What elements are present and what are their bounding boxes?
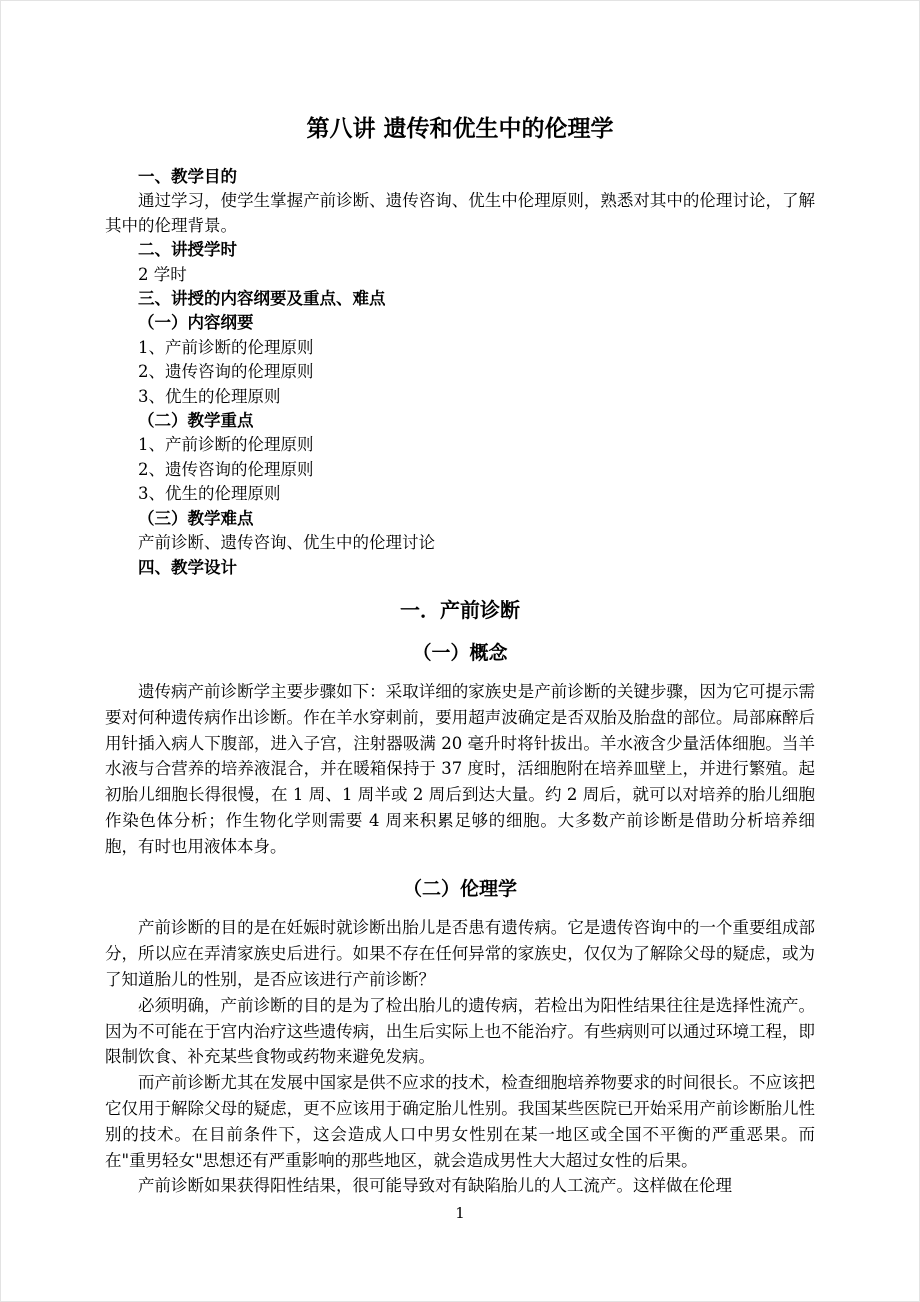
outline-list-a-item-3: 3、优生的伦理原则 (138, 386, 281, 406)
outline-subheading-content: （一）内容纲要 (138, 313, 254, 333)
paragraph-ethics-2: 必须明确，产前诊断的目的是为了检出胎儿的遗传病，若检出为阳性结果往往是选择性流产。因为不可能在于宫内治疗这些遗传病，出生后实际上也不能治疗。有些病则可以通过环境工程，即限制饮食、补充某些食物或药物来避免发病。 (105, 995, 815, 1067)
outline-list-a-item-1: 1、产前诊断的伦理原则 (138, 337, 314, 357)
paragraph-ethics-1: 产前诊断的目的是在妊娠时就诊断出胎儿是否患有遗传病。它是遗传咨询中的一个重要组成部分，所以应在弄清家族史后进行。如果不存在任何异常的家族史，仅仅为了解除父母的疑虑，或为了知道胎儿的性别，是否应该进行产前诊断？ (105, 918, 815, 990)
outline-text-hours: 2 学时 (138, 264, 187, 284)
outline-subheading-key-points: （二）教学重点 (138, 411, 254, 431)
outline-list-a-item-2: 2、遗传咨询的伦理原则 (138, 362, 314, 382)
doc-title: 第八讲 遗传和优生中的伦理学 (306, 115, 614, 142)
section-title-prenatal-diagnosis: 一．产前诊断 (400, 597, 520, 622)
page-number: 1 (455, 1204, 465, 1222)
paragraph-ethics-4: 产前诊断如果获得阳性结果，很可能导致对有缺陷胎儿的人工流产。这样做在伦理 (138, 1176, 732, 1196)
outline-list-b-item-1: 1、产前诊断的伦理原则 (138, 435, 314, 455)
outline-text-difficulties: 产前诊断、遗传咨询、优生中的伦理讨论 (138, 533, 435, 553)
outline-subheading-difficulties: （三）教学难点 (138, 508, 254, 528)
outline-list-b-item-2: 2、遗传咨询的伦理原则 (138, 459, 314, 479)
paragraph-ethics-3: 而产前诊断尤其在发展中国家是供不应求的技术，检查细胞培养物要求的时间很长。不应该把它仅用于解除父母的疑虑，更不应该用于确定胎儿性别。我国某些医院已开始采用产前诊断胎儿性别的技术。在目前条件下，这会造成人口中男女性别在某一地区或全国不平衡的严重恶果。而在"重男轻女"思想还有严重影响的那些地区，就会造成男性大大超过女性的后果。 (105, 1073, 815, 1170)
outline-list-b-item-3: 3、优生的伦理原则 (138, 484, 281, 504)
paragraph-concept: 遗传病产前诊断学主要步骤如下：采取详细的家族史是产前诊断的关键步骤，因为它可提示需要对何种遗传病作出诊断。作在羊水穿刺前，要用超声波确定是否双胎及胎盘的部位。局部麻醉后用针插入病人下腹部，进入子宫，注射器吸满 20 毫升时将针拔出。羊水液含少量活体细胞。当羊水液与合营养的培养液混合，并在暖箱保持于 37 度时，活细胞附在培养皿壁上，并进行繁殖。起初胎儿细胞长得很慢，在 1 周、1 周半或 2 周后到达大量。约 2 周后，就可以对培养的胎儿细胞作染色体分析；作生物化学则需要 4 周来积累足够的细胞。大多数产前诊断是借助分析培养细胞，有时也用液体本身。 (105, 681, 815, 856)
outline-heading-teaching-objectives: 一、教学目的 (138, 167, 237, 186)
outline-paragraph-objectives: 通过学习，使学生掌握产前诊断、遗传咨询、优生中伦理原则，熟悉对其中的伦理讨论，了解其中的伦理背景。 (105, 191, 815, 235)
outline-heading-teaching-hours: 二、讲授学时 (138, 240, 237, 260)
outline-heading-content-outline: 三、讲授的内容纲要及重点、难点 (138, 289, 386, 309)
subsection-title-concept: （一）概念 (412, 641, 508, 664)
subsection-title-ethics: （二）伦理学 (402, 878, 517, 901)
outline-heading-teaching-design: 四、教学设计 (138, 557, 237, 577)
